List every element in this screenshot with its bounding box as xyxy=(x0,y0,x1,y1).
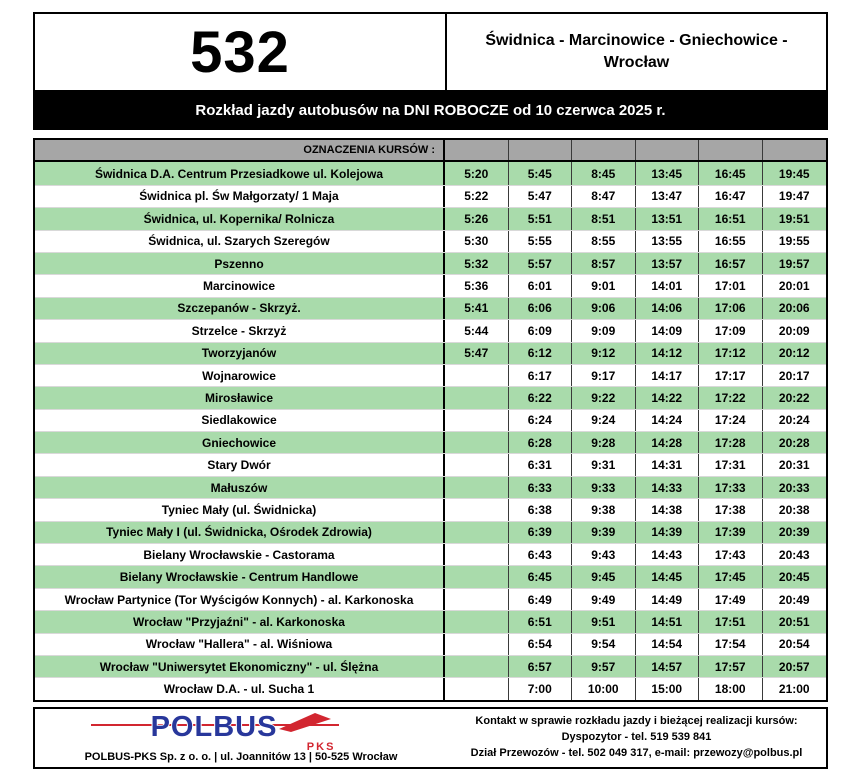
time-cell: 20:17 xyxy=(778,368,810,383)
time-cell: 18:00 xyxy=(699,678,763,699)
stop-name-cell: Pszenno xyxy=(35,253,445,274)
table-row xyxy=(35,498,826,520)
time-cell: 6:12 xyxy=(509,343,573,364)
stop-name-cell: Świdnica, ul. Kopernika/ Rolnicza xyxy=(35,208,445,229)
time-cell: 20:38 xyxy=(778,502,810,517)
time-cell: 6:01 xyxy=(509,275,573,296)
time-cell: 6:39 xyxy=(509,522,573,543)
time-cell: 14:31 xyxy=(636,454,700,475)
page-footer xyxy=(33,707,828,769)
table-row xyxy=(35,252,826,274)
time-cell xyxy=(445,589,509,610)
banner-text: Rozkład jazdy autobusów na DNI ROBOCZE od 10 czerwca 2025 r. xyxy=(195,101,666,119)
header-time-cell xyxy=(699,140,763,160)
time-cell: 9:24 xyxy=(572,410,636,431)
stop-name-cell: Szczepanów - Skrzyż. xyxy=(35,298,445,319)
time-cell: 17:49 xyxy=(699,589,763,610)
time-cell: 20:39 xyxy=(778,525,810,540)
time-cell: 20:51 xyxy=(778,614,810,629)
time-cell xyxy=(445,522,509,543)
stop-name-cell: Strzelce - Skrzyż xyxy=(35,320,445,341)
route-title-box xyxy=(447,14,826,90)
table-row xyxy=(35,364,826,386)
time-cell: 6:06 xyxy=(509,298,573,319)
time-cell: 17:45 xyxy=(699,566,763,587)
header-time-cell xyxy=(445,140,509,160)
table-row xyxy=(35,453,826,475)
polbus-logo xyxy=(150,710,336,754)
table-row xyxy=(35,274,826,296)
time-cell: 5:55 xyxy=(509,231,573,252)
time-cell: 17:31 xyxy=(699,454,763,475)
time-cell: 13:55 xyxy=(636,231,700,252)
table-row xyxy=(35,207,826,229)
time-cell: 17:22 xyxy=(699,387,763,408)
time-cell: 6:38 xyxy=(509,499,573,520)
time-cell: 5:47 xyxy=(445,343,509,364)
time-cell xyxy=(445,566,509,587)
time-cell: 16:47 xyxy=(699,186,763,207)
stop-name-cell: Wrocław D.A. - ul. Sucha 1 xyxy=(35,678,445,699)
stop-name-cell: Wrocław Partynice (Tor Wyścigów Konnych) - al. Karkonoska xyxy=(35,589,445,610)
time-cell: 6:43 xyxy=(509,544,573,565)
table-row xyxy=(35,521,826,543)
stop-name-cell: Świdnica D.A. Centrum Przesiadkowe ul. Kolejowa xyxy=(35,162,445,184)
table-row xyxy=(35,588,826,610)
table-row xyxy=(35,162,826,184)
table-row xyxy=(35,319,826,341)
time-cell: 5:26 xyxy=(445,208,509,229)
page-header xyxy=(33,12,828,90)
time-cell: 14:45 xyxy=(636,566,700,587)
header-time-cell xyxy=(636,140,700,160)
timetable xyxy=(33,138,828,702)
stop-name-cell: Gniechowice xyxy=(35,432,445,453)
time-cell: 9:38 xyxy=(572,499,636,520)
time-cell: 9:43 xyxy=(572,544,636,565)
time-cell: 19:51 xyxy=(778,211,810,226)
header-time-cell xyxy=(509,140,573,160)
stop-name-cell: Siedlakowice xyxy=(35,410,445,431)
time-cell: 8:45 xyxy=(572,162,636,184)
time-cell: 13:51 xyxy=(636,208,700,229)
time-cell: 13:57 xyxy=(636,253,700,274)
course-markings-label: OZNACZENIA KURSÓW : xyxy=(35,140,445,160)
table-row xyxy=(35,409,826,431)
time-cell: 5:30 xyxy=(445,231,509,252)
stop-name-cell: Wojnarowice xyxy=(35,365,445,386)
stop-name-cell: Marcinowice xyxy=(35,275,445,296)
time-cell: 5:45 xyxy=(509,162,573,184)
time-cell: 17:57 xyxy=(699,656,763,677)
time-cell: 5:47 xyxy=(509,186,573,207)
time-cell: 5:51 xyxy=(509,208,573,229)
time-cell xyxy=(445,432,509,453)
time-cell: 14:54 xyxy=(636,634,700,655)
time-cell: 20:57 xyxy=(778,659,810,674)
stop-name-cell: Wrocław "Uniwersytet Ekonomiczny" - ul. Ślężna xyxy=(35,656,445,677)
time-cell: 9:51 xyxy=(572,611,636,632)
table-row xyxy=(35,610,826,632)
time-cell: 6:17 xyxy=(509,365,573,386)
time-cell xyxy=(445,656,509,677)
time-cell: 16:57 xyxy=(699,253,763,274)
route-title: Świdnica - Marcinowice - Gniechowice - Wrocław xyxy=(485,32,788,71)
table-row xyxy=(35,543,826,565)
table-row xyxy=(35,342,826,364)
time-cell: 14:51 xyxy=(636,611,700,632)
stop-name-cell: Mirosławice xyxy=(35,387,445,408)
table-row xyxy=(35,633,826,655)
stop-name-cell: Świdnica, ul. Szarych Szeregów xyxy=(35,231,445,252)
time-cell: 20:45 xyxy=(778,570,810,585)
time-cell: 9:09 xyxy=(572,320,636,341)
time-cell: 14:57 xyxy=(636,656,700,677)
polbus-logo-pks: PKS xyxy=(306,741,336,754)
time-cell: 9:49 xyxy=(572,589,636,610)
time-cell: 5:20 xyxy=(445,162,509,184)
time-cell: 13:47 xyxy=(636,186,700,207)
contact-heading: Kontakt w sprawie rozkładu jazdy i bieżącej realizacji kursów: xyxy=(475,714,798,727)
time-cell xyxy=(445,410,509,431)
time-cell: 14:22 xyxy=(636,387,700,408)
time-cell: 17:24 xyxy=(699,410,763,431)
time-cell: 19:55 xyxy=(778,234,810,249)
table-row xyxy=(35,185,826,207)
time-cell: 14:24 xyxy=(636,410,700,431)
time-cell: 14:12 xyxy=(636,343,700,364)
time-cell: 19:45 xyxy=(778,166,810,181)
stop-name-cell: Małuszów xyxy=(35,477,445,498)
timetable-page xyxy=(33,12,828,769)
time-cell: 20:31 xyxy=(778,458,810,473)
time-cell: 17:51 xyxy=(699,611,763,632)
time-cell: 6:22 xyxy=(509,387,573,408)
timetable-body xyxy=(35,162,826,699)
time-cell: 17:06 xyxy=(699,298,763,319)
time-cell: 5:36 xyxy=(445,275,509,296)
time-cell: 19:47 xyxy=(778,189,810,204)
time-cell: 17:01 xyxy=(699,275,763,296)
time-cell: 14:06 xyxy=(636,298,700,319)
stop-name-cell: Tworzyjanów xyxy=(35,343,445,364)
time-cell: 13:45 xyxy=(636,162,700,184)
time-cell: 8:55 xyxy=(572,231,636,252)
time-cell xyxy=(445,477,509,498)
time-cell: 20:43 xyxy=(778,547,810,562)
time-cell: 14:49 xyxy=(636,589,700,610)
time-cell: 5:57 xyxy=(509,253,573,274)
time-cell: 14:01 xyxy=(636,275,700,296)
time-cell: 20:49 xyxy=(778,592,810,607)
time-cell xyxy=(445,678,509,699)
time-cell: 6:45 xyxy=(509,566,573,587)
time-cell: 10:00 xyxy=(572,678,636,699)
route-number-box xyxy=(35,14,447,90)
footer-company-block xyxy=(35,709,447,767)
header-time-cell xyxy=(763,140,827,160)
time-cell xyxy=(445,634,509,655)
time-cell: 20:24 xyxy=(778,413,810,428)
time-cell: 15:00 xyxy=(636,678,700,699)
time-cell: 19:57 xyxy=(778,256,810,271)
time-cell: 9:28 xyxy=(572,432,636,453)
time-cell xyxy=(445,499,509,520)
time-cell: 6:57 xyxy=(509,656,573,677)
time-cell: 14:43 xyxy=(636,544,700,565)
time-cell: 16:55 xyxy=(699,231,763,252)
time-cell: 17:12 xyxy=(699,343,763,364)
time-cell: 9:31 xyxy=(572,454,636,475)
time-cell: 6:24 xyxy=(509,410,573,431)
stop-name-cell: Tyniec Mały (ul. Świdnicka) xyxy=(35,499,445,520)
time-cell xyxy=(445,544,509,565)
table-row xyxy=(35,476,826,498)
stop-name-cell: Bielany Wrocławskie - Castorama xyxy=(35,544,445,565)
table-row xyxy=(35,677,826,699)
time-cell: 9:01 xyxy=(572,275,636,296)
time-cell: 6:09 xyxy=(509,320,573,341)
time-cell: 20:12 xyxy=(778,346,810,361)
time-cell: 14:09 xyxy=(636,320,700,341)
time-cell: 14:17 xyxy=(636,365,700,386)
time-cell xyxy=(445,454,509,475)
time-cell: 5:32 xyxy=(445,253,509,274)
time-cell: 17:54 xyxy=(699,634,763,655)
time-cell: 9:06 xyxy=(572,298,636,319)
time-cell: 21:00 xyxy=(778,682,810,697)
time-cell xyxy=(445,365,509,386)
company-address-line: POLBUS-PKS Sp. z o. o. | ul. Joannitów 13 | 50-525 Wrocław xyxy=(84,751,398,764)
time-cell: 6:49 xyxy=(509,589,573,610)
time-cell: 6:31 xyxy=(509,454,573,475)
time-cell: 5:41 xyxy=(445,298,509,319)
time-cell: 17:43 xyxy=(699,544,763,565)
stop-name-cell: Świdnica pl. Św Małgorzaty/ 1 Maja xyxy=(35,186,445,207)
time-cell: 5:22 xyxy=(445,186,509,207)
polbus-logo-text: POLBUS xyxy=(150,710,278,743)
stop-name-cell: Bielany Wrocławskie - Centrum Handlowe xyxy=(35,566,445,587)
footer-contact-block xyxy=(447,709,826,767)
time-cell: 20:54 xyxy=(778,637,810,652)
time-cell: 20:22 xyxy=(778,390,810,405)
time-cell: 8:51 xyxy=(572,208,636,229)
contact-dispatcher: Dyspozytor - tel. 519 539 841 xyxy=(561,730,712,743)
time-cell: 17:28 xyxy=(699,432,763,453)
table-row xyxy=(35,230,826,252)
time-cell: 9:33 xyxy=(572,477,636,498)
table-row xyxy=(35,297,826,319)
time-cell: 17:33 xyxy=(699,477,763,498)
route-number: 532 xyxy=(190,19,290,85)
time-cell: 14:28 xyxy=(636,432,700,453)
time-cell: 8:47 xyxy=(572,186,636,207)
time-cell: 6:51 xyxy=(509,611,573,632)
time-cell: 6:33 xyxy=(509,477,573,498)
time-cell: 9:39 xyxy=(572,522,636,543)
time-cell: 6:28 xyxy=(509,432,573,453)
time-cell: 14:33 xyxy=(636,477,700,498)
table-row xyxy=(35,386,826,408)
time-cell: 7:00 xyxy=(509,678,573,699)
time-cell: 8:57 xyxy=(572,253,636,274)
stop-name-cell: Wrocław "Przyjaźni" - al. Karkonoska xyxy=(35,611,445,632)
time-cell xyxy=(445,387,509,408)
stop-name-cell: Stary Dwór xyxy=(35,454,445,475)
time-cell: 5:44 xyxy=(445,320,509,341)
time-cell: 16:45 xyxy=(699,162,763,184)
logo-wing-icon xyxy=(279,713,331,733)
time-cell: 17:09 xyxy=(699,320,763,341)
time-cell: 9:12 xyxy=(572,343,636,364)
header-time-cell xyxy=(572,140,636,160)
time-cell: 14:39 xyxy=(636,522,700,543)
time-cell: 9:22 xyxy=(572,387,636,408)
time-cell: 9:45 xyxy=(572,566,636,587)
time-cell: 17:17 xyxy=(699,365,763,386)
time-cell: 9:54 xyxy=(572,634,636,655)
time-cell xyxy=(445,611,509,632)
stop-name-cell: Tyniec Mały I (ul. Świdnicka, Ośrodek Zdrowia) xyxy=(35,522,445,543)
stop-name-cell: Wrocław "Hallera" - al. Wiśniowa xyxy=(35,634,445,655)
table-row xyxy=(35,431,826,453)
time-cell: 9:17 xyxy=(572,365,636,386)
time-cell: 20:06 xyxy=(778,301,810,316)
time-cell: 17:39 xyxy=(699,522,763,543)
timetable-header-row xyxy=(35,140,826,162)
time-cell: 14:38 xyxy=(636,499,700,520)
time-cell: 20:33 xyxy=(778,480,810,495)
time-cell: 9:57 xyxy=(572,656,636,677)
schedule-banner xyxy=(33,90,828,130)
table-row xyxy=(35,655,826,677)
time-cell: 20:01 xyxy=(778,279,810,294)
table-row xyxy=(35,565,826,587)
time-cell: 16:51 xyxy=(699,208,763,229)
contact-transport-dept: Dział Przewozów - tel. 502 049 317, e-mail: przewozy@polbus.pl xyxy=(470,746,803,759)
time-cell: 20:09 xyxy=(778,323,810,338)
time-cell: 20:28 xyxy=(778,435,810,450)
time-cell: 17:38 xyxy=(699,499,763,520)
time-cell: 6:54 xyxy=(509,634,573,655)
